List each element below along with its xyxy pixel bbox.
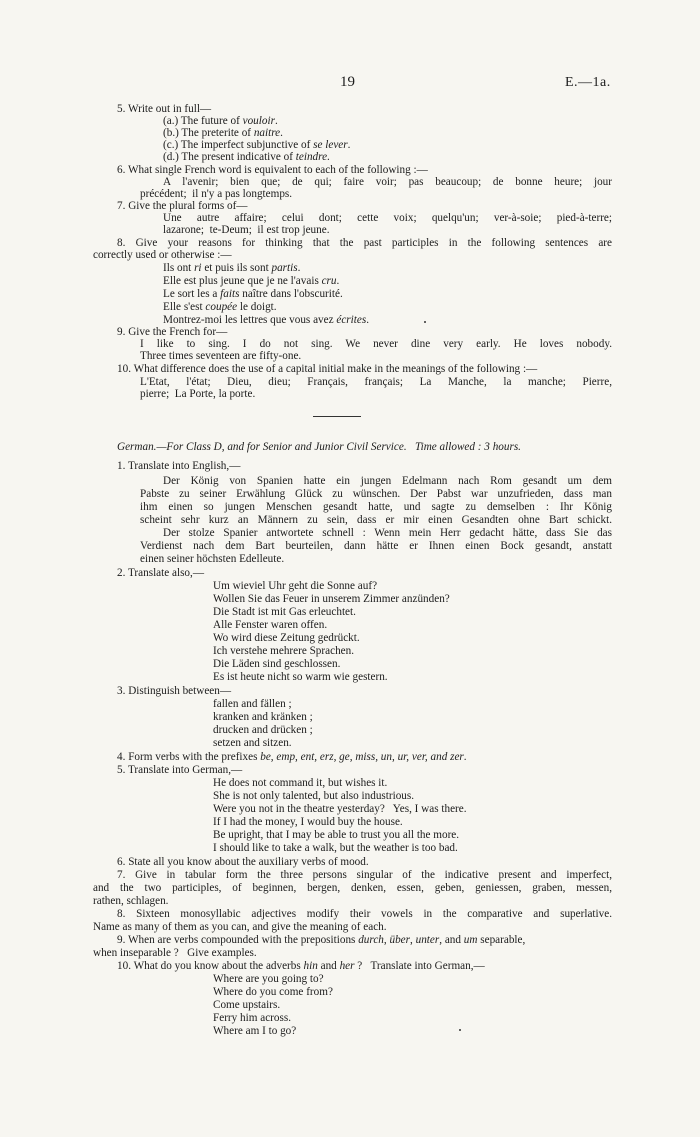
- french-q8-sentence: Elle s'est coupée le doigt.: [163, 301, 277, 313]
- german-q7-line: 7. Give in tabular form the three persons singular of the indicative present and imperfect,: [117, 869, 612, 881]
- french-q10-prompt: 10. What difference does the use of a capital initial make in the meanings of the following :—: [117, 363, 538, 375]
- german-q10-sentence: Where am I to go?: [213, 1025, 297, 1037]
- german-q5-sentence: He does not command it, but wishes it.: [213, 777, 388, 789]
- french-q7-prompt: 7. Give the plural forms of—: [117, 200, 248, 212]
- french-q5-item: (d.) The present indicative of teindre.: [163, 151, 330, 163]
- german-q2-sentence: Es ist heute nicht so warm wie gestern.: [213, 671, 388, 683]
- german-q5-sentence: Were you not in the theatre yesterday? Yes, I was there.: [213, 803, 467, 815]
- german-q5-sentence: If I had the money, I would buy the house.: [213, 816, 403, 828]
- german-q10-sentence: Where do you come from?: [213, 986, 333, 998]
- french-q9-line: I like to sing. I do not sing. We never dine very early. He loves nobody.: [140, 338, 612, 350]
- french-q7-line: lazarone; te-Deum; il est trop jeune.: [163, 224, 330, 236]
- french-q10-line: L'Etat, l'état; Dieu, dieu; Français, français; La Manche, la manche; Pierre,: [140, 376, 612, 388]
- french-q5-item: (a.) The future of vouloir.: [163, 115, 278, 127]
- german-q3-pair: drucken and drücken ;: [213, 724, 313, 736]
- german-q1-passage-line: ihm einen so jungen Menschen gesandt hatte, und sagte zu demselben : Ihr König: [140, 501, 612, 513]
- german-q1-passage-line: Der König von Spanien hatte ein jungen Edelmann nach Rom gesandt um dem: [163, 475, 612, 487]
- german-q10-sentence: Come upstairs.: [213, 999, 281, 1011]
- document-reference: E.—1a.: [565, 75, 611, 90]
- french-q7-line: Une autre affaire; celui dont; cette voix; quelqu'un; ver-à-soie; pied-à-terre;: [163, 212, 612, 224]
- german-q10-sentence: Ferry him across.: [213, 1012, 291, 1024]
- german-q7-line: and the two participles, of beginnen, bergen, denken, essen, geben, geniessen, graben, messen,: [93, 882, 612, 894]
- german-q8-line: 8. Sixteen monosyllabic adjectives modify their vowels in the comparative and superlative.: [117, 908, 612, 920]
- french-q8-sentence: Le sort les a faits naître dans l'obscurité.: [163, 288, 343, 300]
- german-q1-passage-line: scheint sehr kurz an Männern zu sein, dass er mir einen Gesandten ohne Bart schickt.: [140, 514, 612, 526]
- german-q1-passage-line: Der stolze Spanier antwortete schnell : Wenn mein Herr gedacht hätte, dass Sie das: [163, 527, 612, 539]
- german-q5-sentence: I should like to take a walk, but the weather is too bad.: [213, 842, 458, 854]
- german-q5-sentence: Be upright, that I may be able to trust you all the more.: [213, 829, 460, 841]
- german-q10-prompt: 10. What do you know about the adverbs hin and her ? Translate into German,—: [117, 960, 485, 972]
- german-q1-passage-line: Verdienst nach dem Bart beurteilen, dann hätte er Ihnen einen Bock gesandt, anstatt: [140, 540, 612, 552]
- german-q1-prompt: 1. Translate into English,—: [117, 460, 241, 472]
- german-q9-line: 9. When are verbs compounded with the prepositions durch, über, unter, and um separable,: [117, 934, 526, 946]
- german-q2-sentence: Um wieviel Uhr geht die Sonne auf?: [213, 580, 378, 592]
- german-q7-line: rathen, schlagen.: [93, 895, 169, 907]
- german-section-heading: German.—For Class D, and for Senior and Junior Civil Service. Time allowed : 3 hours.: [117, 441, 521, 453]
- german-q3-pair: kranken and kränken ;: [213, 711, 313, 723]
- german-q3-prompt: 3. Distinguish between—: [117, 685, 232, 697]
- french-q6-prompt: 6. What single French word is equivalent to each of the following :—: [117, 164, 428, 176]
- speck: [459, 1029, 461, 1031]
- german-q9-line: when inseparable ? Give examples.: [93, 947, 257, 959]
- german-q4: 4. Form verbs with the prefixes be, emp, ent, erz, ge, miss, un, ur, ver, and zer.: [117, 751, 467, 763]
- german-q5-sentence: She is not only talented, but also industrious.: [213, 790, 415, 802]
- french-q8-prompt: 8. Give your reasons for thinking that the past participles in the following sentences are: [117, 237, 612, 249]
- german-q5-prompt: 5. Translate into German,—: [117, 764, 243, 776]
- french-q6-line: précédent; il n'y a pas longtemps.: [140, 188, 293, 200]
- german-q2-prompt: 2. Translate also,—: [117, 567, 205, 579]
- german-q2-sentence: Wollen Sie das Feuer in unserem Zimmer anzünden?: [213, 593, 450, 605]
- german-q1-passage-line: einen seiner höchsten Edelleute.: [140, 553, 285, 565]
- speck: [424, 321, 426, 323]
- french-q5-item: (b.) The preterite of naitre.: [163, 127, 283, 139]
- german-q3-pair: fallen and fällen ;: [213, 698, 292, 710]
- german-q1-passage-line: Pabste zu seiner Erwählung Glück zu wünschen. Der Pabst war unzufrieden, dass man: [140, 488, 612, 500]
- french-q8-sentence: Ils ont ri et puis ils sont partis.: [163, 262, 301, 274]
- german-q2-sentence: Ich verstehe mehrere Sprachen.: [213, 645, 355, 657]
- german-q6: 6. State all you know about the auxiliary verbs of mood.: [117, 856, 369, 868]
- german-q2-sentence: Alle Fenster waren offen.: [213, 619, 328, 631]
- german-q10-sentence: Where are you going to?: [213, 973, 324, 985]
- page-number: 19: [340, 74, 355, 90]
- german-q3-pair: setzen and sitzen.: [213, 737, 292, 749]
- french-q5-item: (c.) The imperfect subjunctive of se lever.: [163, 139, 351, 151]
- french-q5-prompt: 5. Write out in full—: [117, 103, 212, 115]
- french-q10-line: pierre; La Porte, la porte.: [140, 388, 256, 400]
- french-q9-prompt: 9. Give the French for—: [117, 326, 228, 338]
- german-q2-sentence: Die Läden sind geschlossen.: [213, 658, 341, 670]
- section-divider: [313, 416, 361, 417]
- french-q9-line: Three times seventeen are fifty-one.: [140, 350, 302, 362]
- french-q6-line: A l'avenir; bien que; de qui; faire voir; pas beaucoup; de bonne heure; jour: [163, 176, 612, 188]
- french-q8-prompt-cont: correctly used or otherwise :—: [93, 249, 232, 261]
- german-q8-line: Name as many of them as you can, and give the meaning of each.: [93, 921, 387, 933]
- german-q2-sentence: Wo wird diese Zeitung gedrückt.: [213, 632, 360, 644]
- french-q8-sentence: Elle est plus jeune que je ne l'avais cru.: [163, 275, 340, 287]
- german-q2-sentence: Die Stadt ist mit Gas erleuchtet.: [213, 606, 356, 618]
- french-q8-sentence: Montrez-moi les lettres que vous avez écrites.: [163, 314, 369, 326]
